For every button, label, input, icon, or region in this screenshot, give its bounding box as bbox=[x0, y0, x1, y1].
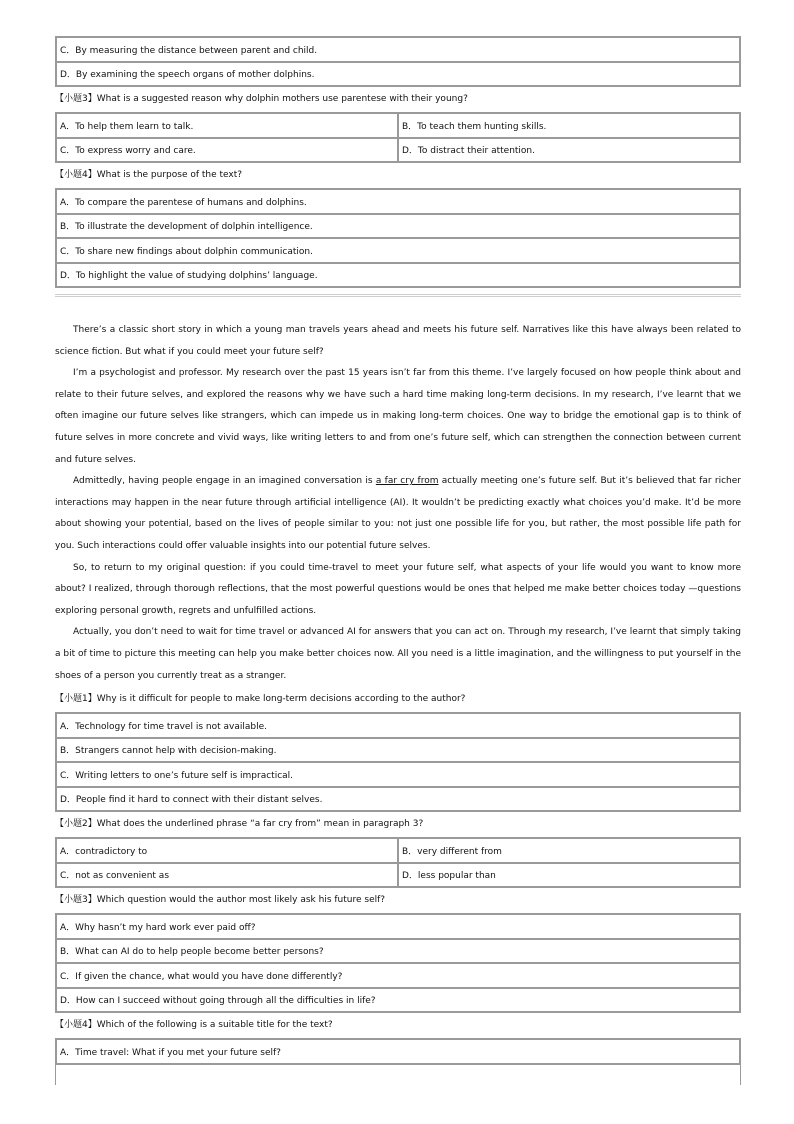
option-a[interactable]: A．Why hasn’t my hard work ever paid off? bbox=[56, 914, 740, 939]
option-c[interactable]: C．Writing letters to one’s future self is impractical. bbox=[56, 762, 740, 787]
p1-q3-question: 【小题3】What is a suggested reason why dolphin mothers use parentese with their young? bbox=[55, 94, 468, 104]
option-a[interactable]: A．contradictory to bbox=[56, 838, 398, 863]
option-a[interactable]: A．To help them learn to talk. bbox=[56, 113, 398, 138]
q4-question: 【小题4】Which of the following is a suitable title for the text? bbox=[55, 1020, 333, 1031]
option-b[interactable]: B．To illustrate the development of dolphin intelligence. bbox=[56, 214, 740, 239]
q2-question: 【小题2】What does the underlined phrase “a far cry from” mean in paragraph 3? bbox=[55, 819, 424, 830]
paragraph-3-before: Admittedly, having people engage in an imagined conversation is bbox=[73, 476, 376, 487]
option-d[interactable]: D．People find it hard to connect with their distant selves. bbox=[56, 787, 740, 812]
paragraph-1: There’s a classic short story in which a young man travels years ahead and meets his future self. Narratives like this have always been related to science fiction. But what if you could meet your future self? bbox=[55, 325, 741, 357]
option-b[interactable]: B．What can AI do to help people become better persons? bbox=[56, 939, 740, 964]
option-c[interactable]: C．If given the chance, what would you have done differently? bbox=[56, 963, 740, 988]
option-c[interactable]: C．By measuring the distance between parent and child. bbox=[56, 37, 740, 62]
paragraph-5: Actually, you don’t need to wait for time travel or advanced AI for answers that you can act on. Through my research, I’ve learnt that simply taking a bit of time to picture this meeting can help you make better choices now. All you need is a little imagination, and the willingness to put yourself in the shoes of a person you currently treat as a stranger. bbox=[55, 627, 741, 681]
underlined-phrase: a far cry from bbox=[375, 476, 439, 487]
q3-options bbox=[55, 913, 741, 1013]
q4-options bbox=[55, 1038, 741, 1065]
option-c[interactable]: C．To express worry and care. bbox=[56, 138, 398, 163]
option-b[interactable]: B．Strangers cannot help with decision-making. bbox=[56, 738, 740, 763]
option-d[interactable]: D．To highlight the value of studying dolphins’ language. bbox=[56, 263, 740, 288]
paragraph-3-after: actually meeting one’s future self. But it’s believed that far richer interactions may happen in the near future through artificial intelligence (AI). It wouldn’t be predicting exactly what choices you’d make. It’d be more about showing your potential, based on the lives of people similar to you: not just one possible life for you, but rather, the most possible life path for you. Such interactions could offer valuable insights into our potential future selves. bbox=[55, 476, 741, 551]
option-c[interactable]: C．not as convenient as bbox=[56, 863, 398, 888]
paragraph-2: I’m a psychologist and professor. My research over the past 15 years isn’t far from this theme. I’ve largely focused on how people think about and relate to their future selves, and explored the reasons why we have such a hard time making long-term decisions. In my research, I’ve learnt that we often imagine our future selves like strangers, which can impede us in making long-term choices. One way to bridge the emotional gap is to think of future selves in more concrete and vivid ways, like writing letters to and from one’s future self, which can strengthen the connection between current and future selves. bbox=[55, 368, 741, 465]
paragraph-3 bbox=[55, 471, 741, 557]
exam-page bbox=[55, 36, 741, 1065]
section-divider bbox=[55, 294, 741, 297]
q1-question: 【小题1】Why is it difficult for people to make long-term decisions according to the author? bbox=[55, 694, 466, 705]
q2-options bbox=[55, 837, 741, 888]
option-d[interactable]: D．By examining the speech organs of mother dolphins. bbox=[56, 62, 740, 87]
reading-passage bbox=[55, 320, 741, 687]
option-a[interactable]: A．To compare the parentese of humans and dolphins. bbox=[56, 189, 740, 214]
option-d[interactable]: D．To distract their attention. bbox=[398, 138, 740, 163]
option-b[interactable]: B．very different from bbox=[398, 838, 740, 863]
p1-q4-question: 【小题4】What is the purpose of the text? bbox=[55, 170, 243, 180]
option-a[interactable]: A．Technology for time travel is not available. bbox=[56, 713, 740, 738]
p1-q3-options bbox=[55, 112, 741, 163]
option-d[interactable]: D．How can I succeed without going through all the difficulties in life? bbox=[56, 988, 740, 1013]
option-b[interactable]: B．To teach them hunting skills. bbox=[398, 113, 740, 138]
paragraph-4: So, to return to my original question: if you could time-travel to meet your future self, what aspects of your life would you want to know more about? I realized, through thorough reflections, that the most powerful questions would be ones that helped me make better choices today —questions exploring personal growth, regrets and unfulfilled actions. bbox=[55, 562, 741, 616]
q1-options bbox=[55, 712, 741, 812]
option-d[interactable]: D．less popular than bbox=[398, 863, 740, 888]
table-continuation bbox=[55, 1063, 741, 1085]
p1-q2-options bbox=[55, 36, 741, 87]
option-a[interactable]: A．Time travel: What if you met your future self? bbox=[56, 1039, 740, 1064]
q3-question: 【小题3】Which question would the author most likely ask his future self? bbox=[55, 895, 386, 906]
option-c[interactable]: C．To share new findings about dolphin communication. bbox=[56, 238, 740, 263]
p1-q4-options bbox=[55, 188, 741, 288]
